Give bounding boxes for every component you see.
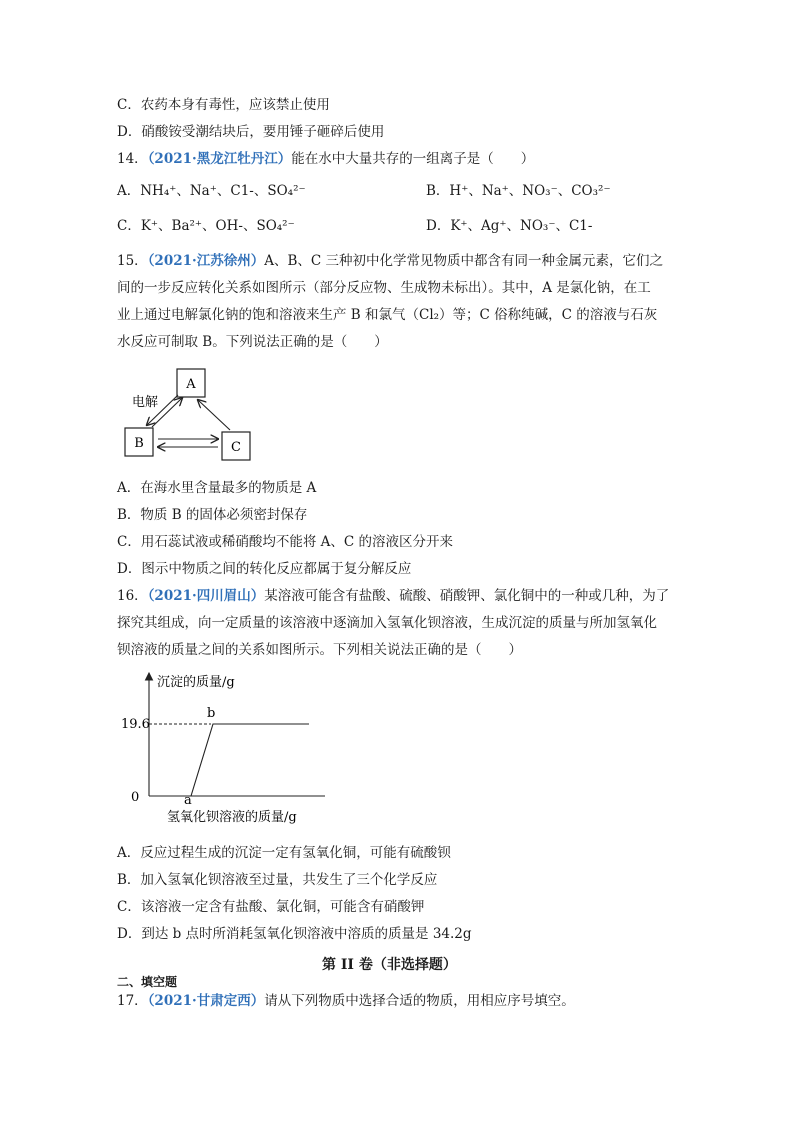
q16-number: 16． — [117, 588, 148, 604]
q15-stem-line4: 水反应可制取 B。下列说法正确的是（ ） — [117, 334, 388, 350]
precipitate-curve — [191, 724, 309, 796]
q16-stem-line1 — [117, 587, 669, 605]
q13-option-d: D．硝酸铵受潮结块后，要用锤子砸碎后使用 — [117, 124, 385, 140]
q14-source: （2021·黑龙江牡丹江） — [147, 151, 292, 167]
q15-number: 15． — [117, 253, 148, 269]
diagram-label-a: A — [186, 377, 196, 392]
x-axis-label: 氢氧化钡溶液的质量/g — [167, 810, 297, 825]
arrow-c-to-a — [198, 400, 230, 430]
q14-option-b: B．H⁺、Na⁺、NO₃⁻、CO₃²⁻ — [426, 183, 611, 199]
q17-stem: 请从下列物质中选择合适的物质，用相应序号填空。 — [264, 993, 575, 1009]
q14-options-row1 — [117, 182, 717, 200]
q15-stem-1: A、B、C 三种初中化学常见物质中都含有同一种金属元素，它们之 — [264, 253, 664, 269]
q14-option-a: A．NH₄⁺、Na⁺、C1-、SO₄²⁻ — [117, 183, 306, 199]
q17-source: （2021·甘肃定西） — [147, 993, 265, 1009]
q16-stem-1: 某溶液可能含有盐酸、硫酸、硝酸钾、氯化铜中的一种或几种，为了 — [264, 588, 670, 604]
q15-option-a: A．在海水里含量最多的物质是 A — [117, 480, 317, 496]
q15-stem-line2: 间的一步反应转化关系如图所示（部分反应物、生成物未标出）。其中，A 是氯化钠，在工 — [117, 280, 651, 296]
q15-option-d: D．图示中物质之间的转化反应都属于复分解反应 — [117, 561, 412, 577]
diagram-label-c: C — [231, 440, 241, 455]
point-b-label: b — [207, 706, 216, 721]
q15-diagram — [120, 365, 260, 465]
q14-number: 14． — [117, 151, 148, 167]
q16-source: （2021·四川眉山） — [147, 588, 265, 604]
q16-stem-line3: 钡溶液的质量之间的关系如图所示。下列相关说法正确的是（ ） — [117, 642, 522, 658]
diagram-edge-label: 电解 — [132, 395, 159, 410]
q15-stem-line1 — [117, 252, 663, 270]
origin-label: 0 — [131, 790, 140, 805]
part2-title: 第 II 卷（非选择题） — [322, 957, 457, 973]
q16-stem-line2: 探究其组成，向一定质量的该溶液中逐滴加入氢氧化钡溶液，生成沉淀的质量与所加氢氧化 — [117, 615, 657, 631]
q17-stem-line — [117, 992, 575, 1010]
q17-number: 17． — [117, 993, 148, 1009]
y-axis-label: 沉淀的质量/g — [157, 675, 235, 690]
y-tick-19-6: 19.6 — [121, 717, 150, 732]
q15-option-c: C．用石蕊试液或稀硝酸均不能将 A、C 的溶液区分开来 — [117, 534, 453, 550]
q16-option-c: C．该溶液一定含有盐酸、氯化铜，可能含有硝酸钾 — [117, 899, 425, 915]
q14-options-row2 — [117, 217, 717, 235]
q13-option-c: C．农药本身有毒性，应该禁止使用 — [117, 97, 330, 113]
q15-stem-line3: 业上通过电解氯化钠的饱和溶液来生产 B 和氯气（Cl₂）等；C 俗称纯碱，C 的溶液与石灰 — [117, 307, 658, 323]
q16-option-a: A．反应过程生成的沉淀一定有氢氧化铜，可能有硫酸钡 — [117, 845, 451, 861]
section-fill-blank: 二、填空题 — [117, 975, 178, 989]
point-a-label: a — [184, 793, 192, 808]
diagram-label-b: B — [134, 436, 144, 451]
q15-option-b: B．物质 B 的固体必须密封保存 — [117, 507, 308, 523]
q15-source: （2021·江苏徐州） — [147, 253, 265, 269]
q14-stem: 能在水中大量共存的一组离子是（ ） — [291, 151, 535, 167]
q16-option-b: B．加入氢氧化钡溶液至过量，共发生了三个化学反应 — [117, 872, 438, 888]
q14-option-d: D．K⁺、Ag⁺、NO₃⁻、C1- — [426, 218, 593, 234]
q16-option-d: D．到达 b 点时所消耗氢氧化钡溶液中溶质的质量是 34.2g — [117, 926, 472, 942]
q14-stem-line — [117, 150, 534, 168]
q14-option-c: C．K⁺、Ba²⁺、OH-、SO₄²⁻ — [117, 218, 295, 234]
q16-graph — [121, 668, 335, 830]
